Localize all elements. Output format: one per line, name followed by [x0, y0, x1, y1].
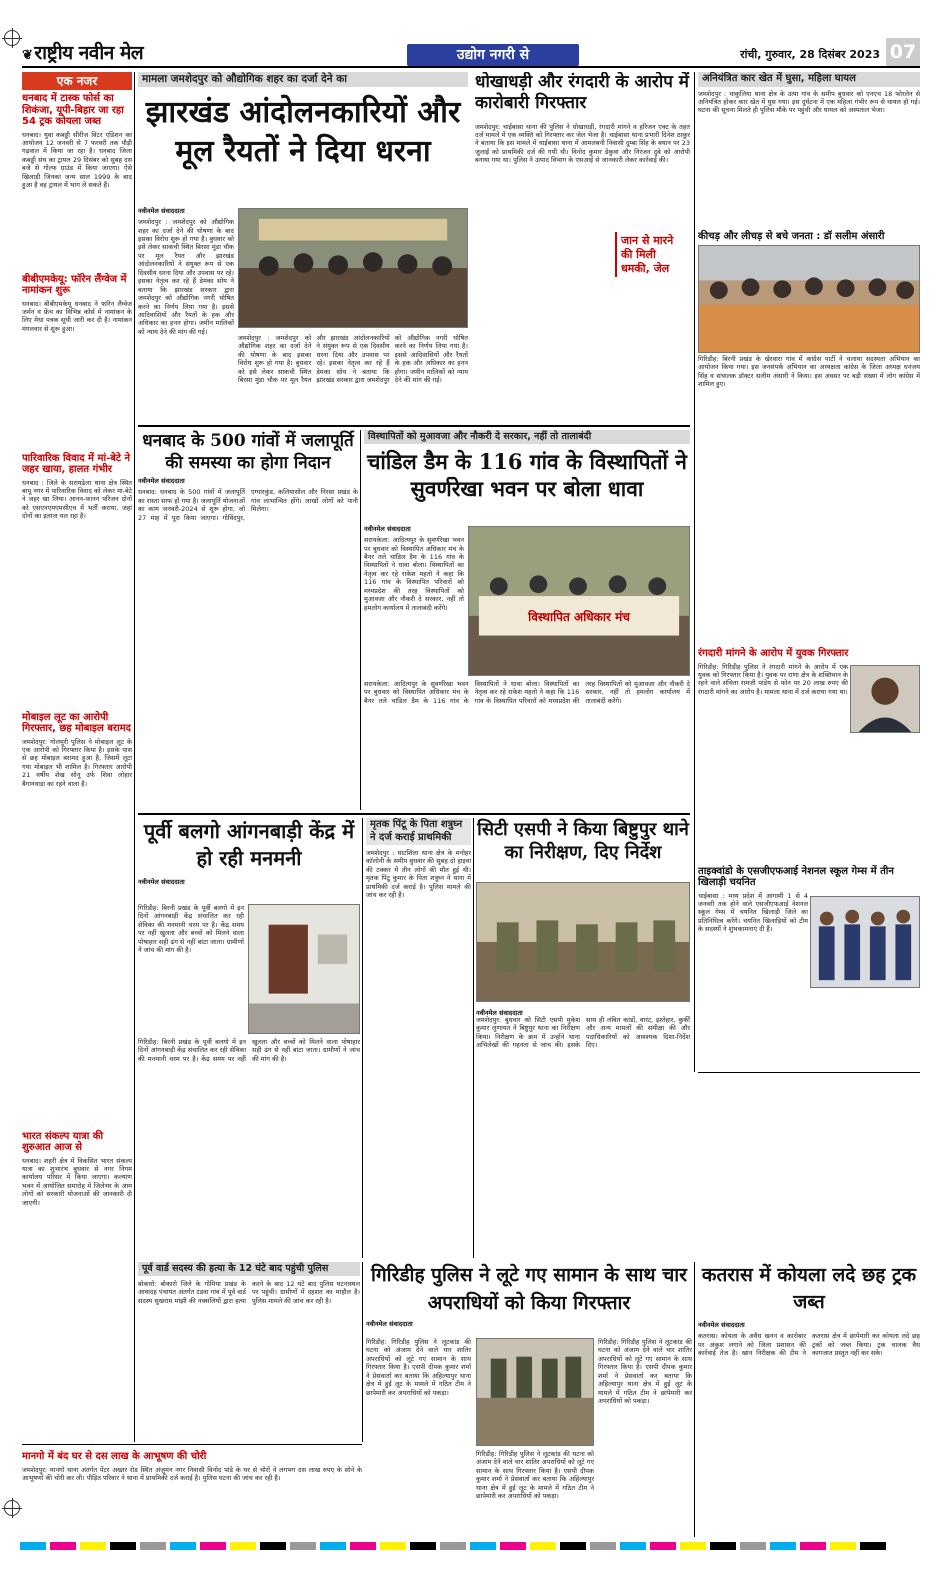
- story-body-continued: सरायकेला: आदित्यपुर के सुवर्णरेखा भवन पर बुधवार को विस्थापित अधिकार मंच के बैनर तले चांडिल डैम के 116 गांव के विस्थापितों ने धावा बोला। विस्थापितों का नेतृत्व कर रहे राकेश महतो ने कहा कि 116 गांव के विस्थापित परिवारों को मध्यप्रदेश की तरह विस्थापितों को मुआवजा और नौकरी दे सरकार, नहीं तो हमलोग कार्यालय में तालाबंदी करेंगे।: [364, 680, 690, 705]
- story-body-continued: गिरिडीह: गिरिडीह पुलिस ने लूटकांड की घटना को अंजाम देने वाले चार शातिर अपराधियों को लूटे गए सामान के साथ गिरफ्तार किया है। एसपी दीपक कुमार शर्मा ने प्रेसवार्ता कर बताया कि अहिल्यापुर थाना क्षेत्र में हुई लूट के मामले में गठित टीम ने छापेमारी कर अपराधियों को पकड़ा।: [476, 1450, 594, 1501]
- purv-ward-story: [138, 1262, 360, 1442]
- story-headline: रंगदारी मांगने के आरोप में युवक गिरफ्तार: [698, 648, 849, 659]
- katras-story: [698, 1262, 920, 1537]
- brief-headline: बीबीएमकेयू: फॉरेन लैंग्वेज में नामांकन शुरू: [22, 273, 127, 296]
- story-body: गिरिडीह: गिरिडीह पुलिस ने लूटकांड की घटना को अंजाम देने वाले चार शातिर अपराधियों को लूटे गए सामान के साथ गिरफ्तार किया है। एसपी दीपक कुमार शर्मा ने प्रेसवार्ता कर बताया कि अहिल्यापुर थाना क्षेत्र में हुई लूट के मामले में गठित टीम ने छापेमारी कर अपराधियों को पकड़ा।: [366, 1338, 471, 1397]
- story-body: धनबाद: धनबाद के 500 गांवों में जलापूर्ति का रास्ता साफ हो गया है। जलापूर्ति योजनाओं का काम जनवरी-2024 से शुरू होगा, जो 27 माह में पूरा किया जाएगा। गोविंदपुर, एग्यारकुंड, कलियासोल और निरसा प्रखंड के गांव लाभान्वित होंगे। लाखों लोगों को पानी मिलेगा।: [138, 488, 358, 522]
- story-body-continued: गिरिडीह: बिरनी प्रखंड के पूर्वी बलगो में इन दिनों आंगनबाड़ी केंद्र संचालित कर रही सेविका की मनमानी चरम पर है। केंद्र समय पर नहीं खुलता और बच्चों को मिलने वाला पोषाहार सही ढंग से नहीं बांटा जाता। ग्रामीणों ने जांच की मांग की है।: [138, 1038, 360, 1063]
- mritak-story: [366, 818, 471, 1258]
- giridih-loot-story: [366, 1262, 692, 1537]
- story-headline: झारखंड आंदोलनकारियों और मूल रैयतों ने दिया धरना: [145, 95, 461, 170]
- brief-body: धनबाद। शहरी क्षेत्र में विकसित भारत संकल्प यात्रा का शुभारंभ बुधवार से नगर निगम कार्यालय परिसर में किया जाएगा। कल्याण भवन में आयोजित समारोह में जिलेभर के आम लोगों को सरकारी योजनाओं की जानकारी दी जाएगी।: [22, 1156, 132, 1207]
- story-body: गिरिडीह: गिरिडीह पुलिस ने रंगदारी मांगने के आरोप में एक युवक को गिरफ्तार किया है। युवक पर राणा क्षेत्र के शक्तिमान के रहने वाले संचिता रामजी पांडेय से फोन पर 20 लाख रुपए की रंगदारी मांगने का आरोप है। मामला थाना में दर्ज कराया गया था।: [698, 662, 848, 696]
- story-body: गिरिडीह: बिरनी प्रखंड के खेरवारा गांव में कांग्रेस पार्टी ने चलाया सदस्यता अभियान का आयोजन किया गया। इस जनसंपर्क अभियान का अध्यक्षता कांग्रेस के जिला अध्यक्ष धनंजय सिंह व संचालक डॉक्टर सलीम अंसारी ने किया। इस अवसर पर बड़ी संख्या में लोग कांग्रेस में शामिल हुए।: [698, 355, 920, 389]
- byline: नवीनमेल संवाददाता: [476, 1009, 523, 1017]
- story-body: सरायकेला: आदित्यपुर के सुवर्णरेखा भवन पर बुधवार को विस्थापित अधिकार मंच के बैनर तले चांडिल डैम के 116 गांव के विस्थापितों ने धावा बोला। विस्थापितों का नेतृत्व कर रहे राकेश महतो ने कहा कि 116 गांव के विस्थापित परिवारों को मध्यप्रदेश की तरह विस्थापितों को मुआवजा और नौकरी दे सरकार, नहीं तो हमलोग कार्यालय में तालाबंदी करेंगे।: [364, 536, 464, 612]
- story-body-continued: जमशेदपुर : जमशेदपुर को औद्योगिक शहर का दर्जा देने की घोषणा के बाद इसका विरोध शुरू हो गया है। बुधवार को इसे लेकर साकची स्थित बिरसा मुंडा चौक पर मूल रैयत और झारखंड आंदोलनकारियों ने संयुक्त रूप से एक दिवसीय धरना दिया और उपवास पर रहे। इसका नेतृत्व कर रहे हैं डेमका सोय ने बताया कि झारखंड सरकार द्वारा जमशेदपुर को औद्योगिक नगरी घोषित करने का निर्णय लिया गया है। इससे आदिवासियों और रैयतों के हक और अधिकार का हनन होगा। जमीन मालिकों को न्याय देने की मांग की गई।: [238, 334, 468, 385]
- top-story: [138, 72, 468, 422]
- story-headline: धनबाद के 500 गांवों में जलापूर्ति की समस्या का होगा निदान: [142, 431, 354, 474]
- ek-nazar-column: [22, 72, 132, 1442]
- color-bar: [20, 1542, 925, 1550]
- banner-text: विस्थापित अधिकार मंच: [528, 610, 630, 624]
- accused-photo: [850, 665, 920, 733]
- story-body: चाईबासा : मध्य प्रदेश में आगामी 1 से 4 जनवरी तक होने वाले एसजीएफआई नेशनल स्कूल गेम्स में चयनित खिलाड़ी जिले का प्रतिनिधित्व करेंगे। चयनित खिलाड़ियों को टीम के सदस्यों ने शुभकामनाएं दी हैं।: [698, 891, 808, 934]
- seized-items-photo: [476, 1338, 594, 1446]
- byline: नवीनमेल संवाददाता: [138, 477, 185, 486]
- story-body: जमशेदपुर: चाईबासा थाना की पुलिस ने धोखाधड़ी, रंगदारी मांगने व हरिजन एक्ट के तहत दर्ज मामले में एक व्यक्ति को गिरफ्तार कर जेल भेजा है। चाईबासा थाना प्रभारी दिनेश ठाकुर ने बताया कि इस मामले में चाईबासा थाना में आमलबनी निवासी दुम्बा सिंह के बयान पर 23 जुलाई को प्राथमिकी दर्ज की गयी थी। विनोद कुमार डेकुवा और निरंजन दुबे को आरोपी बनाया गया था। पुलिस ने उत्पाद विभाग के एसआई से जानकारी लेकर कार्रवाई की।: [475, 122, 690, 165]
- byline: नवीनमेल संवाददाता: [138, 878, 185, 886]
- story-body: गिरिडीह: बिरनी प्रखंड के पूर्वी बलगो में इन दिनों आंगनबाड़ी केंद्र संचालित कर रही सेविका की मनमानी चरम पर है। केंद्र समय पर नहीं खुलता और बच्चों को मिलने वाला पोषाहार सही ढंग से नहीं बांटा जाता। ग्रामीणों ने जांच की मांग की है।: [138, 904, 244, 955]
- chandil-story: [364, 430, 690, 810]
- brief-body: धनबाद। बीबीएमकेयू धनबाद ने फॉरेन लैंग्वेज जर्मन व फ्रेंच का विभिन्न कोर्स में नामांकन के लिए मेधा पत्रक सूची जारी कर दी है। नामांकन मंगलवार से शुरू हुआ।: [22, 299, 132, 333]
- players-photo: [810, 896, 920, 988]
- dharna-photo: [238, 208, 468, 328]
- story-kicker: मामला जमशेदपुर को औद्योगिक शहर का दर्जा देने का: [138, 72, 468, 87]
- protest-photo: [468, 526, 690, 676]
- byline: नवीनमेल संवाददाता: [366, 1320, 413, 1329]
- anganwadi-story: [138, 818, 360, 1258]
- story-body: जमशेदपुर : चाकुलिया थाना क्षेत्र के उत्पा गांव के समीप बुधवार को एनएच 18 फोरलेन से अनियंत्रित होकर कार खेत में घुस गया। इस दुर्घटना में एक महिला गंभीर रूप से घायल हो गई। घटना की सूचना मिलते ही पुलिस मौके पर पहुंची और घायल को अस्पताल भेजा।: [698, 89, 920, 115]
- story-headline: अनियंत्रित कार खेत में घुसा, महिला घायल: [698, 72, 920, 87]
- column-label: एक नजर: [22, 72, 132, 90]
- byline: नवीनमेल संवाददाता: [138, 207, 185, 215]
- story-kicker: मृतक पिंटू के पिता शत्रुघ्न ने दर्ज कराई प्राथमिकी: [366, 818, 471, 845]
- story-body: कतरास। कोयला के अवैध खनन व कारोबार पर अंकुश लगाने को जिला प्रशासन की कार्रवाई तेज है। खान निरीक्षक की टीम ने कतरास क्षेत्र में छापेमारी कर कोयला लदे छह ट्रकों को जब्त किया। ट्रक चालक वैध कागजात प्रस्तुत नहीं कर सके।: [698, 1332, 920, 1358]
- story-headline: सिटी एसपी ने किया बिष्टुपुर थाने का निरीक्षण, दिए निर्देश: [477, 819, 689, 864]
- story-headline: धोखाधड़ी और रंगदारी के आरोप में कारोबारी गिरफ्तार: [475, 72, 689, 114]
- sub-headline: कीचड़ और लीचड़ से बचे जनता : डॉ सलीम अंसारी: [698, 230, 885, 242]
- brief-body: धनबाद : जिले के सरायढेला थाना क्षेत्र स्थित बापू नगर में पारिवारिक विवाद को लेकर मां-बेटे ने जहर खा लिया। आनन-फानन परिजन दोनों को एसएनएमएमसीएच में भर्ती कराया, जहां दोनों का इलाज चल रहा है।: [22, 478, 132, 521]
- story-headline: पूर्वी बलगो आंगनबाड़ी केंद्र में हो रही मनमनी: [143, 819, 355, 870]
- masthead: [22, 38, 920, 68]
- anganwadi-photo: [248, 904, 360, 1034]
- publication-name: ❦ राष्ट्रीय नवीन मेल: [22, 42, 144, 64]
- brief-body: धनबाद। युवा कबड्डी सीरीज विंटर एडिशन का आयोजन 12 जनवरी से 7 फरवरी तक पौड़ी गढ़वाल में किया जा रहा है। धनबाद जिला कबड्डी संघ का ट्रायल 29 दिसंबर को सुबह दस बजे से गोल्फ ग्राउंड में किया जाएगा। ऐसे खिलाड़ी जिनका जन्म साल 1999 के बाद हुआ है वह ट्रायल में भाग ले सकते हैं।: [22, 130, 132, 190]
- inspection-photo: [476, 882, 690, 1002]
- page-number: 07: [886, 38, 920, 66]
- brief-headline: मोबाइल लूट का आरोपी गिरफ्तार, छह मोबाइल बरामद: [22, 711, 131, 734]
- brief-headline: धनबाद में टास्क फोर्स का शिकंजा, यूपी-बिहार जा रहा 54 ट्रक कोयला जब्त: [22, 93, 124, 127]
- story-headline: चांडिल डैम के 116 गांव के विस्थापितों ने सुवर्णरेखा भवन पर बोला धावा: [367, 448, 687, 502]
- story-headline: पूर्व वार्ड सदस्य की हत्या के 12 घंटे बाद पहुंची पुलिस: [138, 1262, 360, 1276]
- dhanbad-water-story: [138, 430, 358, 810]
- story-body: जमशेदपुर: बुधवार को सिटी एसपी मुकेश कुमार लुणायत ने बिष्टुपुर थाना का निरीक्षण किया। निरीक्षण के क्रम में उन्होंने थाना अभिलेखों की गहनता से जांच की। इसके साथ ही लंबित कांडों, वारंट, इश्तेहार, कुर्की और अन्य मामलों की समीक्षा की और पदाधिकारियों को आवश्यक दिशा-निर्देश दिए।: [476, 1016, 690, 1050]
- story-kicker: विस्थापितों को मुआवजा और नौकरी दे सरकार, नहीं तो तालाबंदी: [364, 430, 690, 444]
- story-headline: मानगो में बंद घर से दस लाख के आभूषण की चोरी: [22, 1451, 207, 1462]
- right-column: [698, 72, 920, 1072]
- mango-story: [22, 1448, 362, 1538]
- dateline: रांची, गुरुवार, 28 दिसंबर 2023: [740, 48, 880, 61]
- story-body-continued: गिरिडीह: गिरिडीह पुलिस ने लूटकांड की घटना को अंजाम देने वाले चार शातिर अपराधियों को लूटे गए सामान के साथ गिरफ्तार किया है। एसपी दीपक कुमार शर्मा ने प्रेसवार्ता कर बताया कि अहिल्यापुर थाना क्षेत्र में हुई लूट के मामले में गठित टीम ने छापेमारी कर अपराधियों को पकड़ा।: [598, 1338, 692, 1406]
- story-headline: ताइक्वांडो के एसजीएफआई नेशनल स्कूल गेम्स में तीन खिलाड़ी चयनित: [698, 865, 894, 888]
- story-body: जमशेदपुर : जमशेदपुर को औद्योगिक शहर का दर्जा देने की घोषणा के बाद इसका विरोध शुरू हो गया है। बुधवार को इसे लेकर साकची स्थित बिरसा मुंडा चौक पर मूल रैयत और झारखंड आंदोलनकारियों ने संयुक्त रूप से एक दिवसीय धरना दिया और उपवास पर रहे। इसका नेतृत्व कर रहे हैं डेमका सोय ने बताया कि झारखंड सरकार द्वारा जमशेदपुर को औद्योगिक नगरी घोषित करने का निर्णय लिया गया है। इससे आदिवासियों और रैयतों के हक और अधिकार का हनन होगा। जमीन मालिकों को न्याय देने की मांग की गई।: [138, 218, 234, 336]
- story-body: जमशेदपुर: मानगो थाना अंतर्गत पेंटर अख्तर रोड स्थित अंजुमन नगर निवासी विनोद पांडे के घर से चोरों ने लगभग दस लाख रुपए के सोने के आभूषणों की चोरी कर ली। पीड़ित परिवार ने थाना में प्राथमिकी दर्ज कराई है। पुलिस घटना की जांच कर रही है।: [22, 1465, 362, 1482]
- byline: नवीनमेल संवाददाता: [364, 525, 411, 533]
- city-sp-story: [476, 818, 690, 1258]
- registration-mark: [4, 1500, 20, 1516]
- story-body: जमशेदपुर : घाटशिला थाना क्षेत्र के मनोहर कॉलोनी के समीप बुधवार की सुबह दो हाइवा की टक्कर में तीन लोगों की मौत हुई थी। मृतक पिंटू कुमार के पिता शत्रुघ्न ने थाना में प्राथमिकी दर्ज कराई है। पुलिस मामले की जांच कर रही है।: [366, 849, 471, 900]
- brief-body: जमशेदपुर: गोलमुरी पुलिस ने मोबाइल लूट के एक आरोपी को गिरफ्तार किया है। इसके पास से छह मोबाइल बरामद हुआ है, जिसमें लूटा गया मोबाइल भी शामिल है। गिरफ्तार आरोपी 21 वर्षीय शेख सोनू उर्फ शिवा लोहार बैगानवाड़ा का रहने वाला है।: [22, 737, 132, 788]
- story-headline: गिरिडीह पुलिस ने लूटे गए सामान के साथ चार अपराधियों को किया गिरफ्तार: [371, 1264, 687, 1314]
- registration-mark: [4, 30, 20, 46]
- section-label: उद्योग नगरी से: [407, 44, 579, 66]
- rally-photo: [698, 245, 920, 353]
- story-body: बोकारो: बोकारो जिले के गोमिया प्रखंड के आवादह पंचायत अंतर्गत टंडवा गांव में पूर्व वार्ड सदस्य सुखराम मांझी की नक्सलियों द्वारा हत्या करने के बाद 12 घंटे बाद पुलिस घटनास्थल पर पहुंची। ग्रामीणों में दहशत का माहौल है। पुलिस मामले की जांच कर रही है।: [138, 1279, 360, 1305]
- logo-bird-icon: ❦: [22, 48, 33, 63]
- byline: नवीनमेल संवाददाता: [698, 1321, 745, 1330]
- brief-headline: पारिवारिक विवाद में मां-बेटे ने जहर खाया, हालत गंभीर: [22, 452, 130, 475]
- brief-headline: भारत संकल्प यात्रा की शुरुआत आज से: [22, 1130, 104, 1153]
- story-headline: कतरास में कोयला लदे छह ट्रक जब्त: [701, 1264, 917, 1313]
- inset-headline: जान से मारने की मिली धमकी, जेल: [615, 232, 690, 277]
- dhokhadhadi-story: [475, 72, 690, 422]
